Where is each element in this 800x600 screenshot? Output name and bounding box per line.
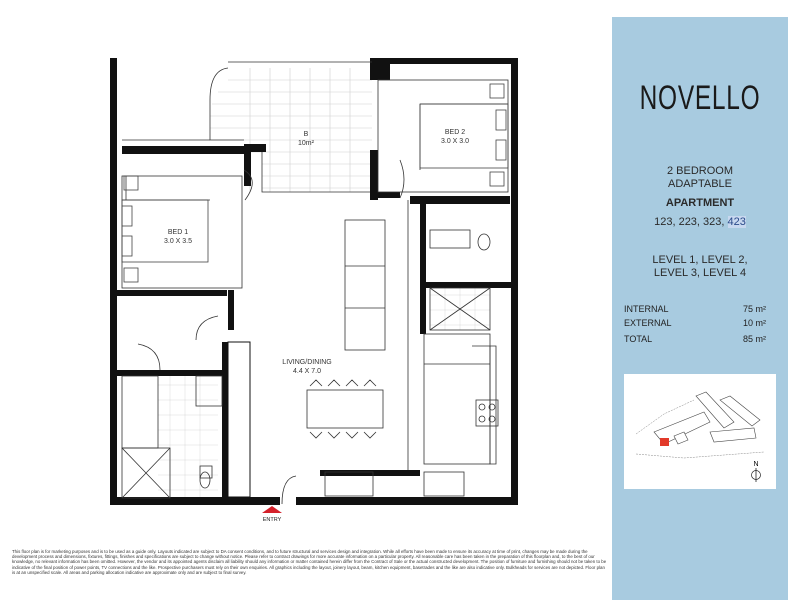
area-external: EXTERNAL 10 m² <box>624 318 766 328</box>
apt-type-1: 2 BEDROOM <box>666 165 733 177</box>
balcony-label: B <box>303 131 309 138</box>
living-label: LIVING/DINING <box>282 359 332 366</box>
brand-logo: NOVELLO <box>639 79 761 117</box>
apt-title: APARTMENT <box>665 197 735 209</box>
entry-marker <box>262 506 282 523</box>
walls <box>110 58 518 505</box>
sidebar-panel <box>612 17 788 600</box>
key-plan-drawing <box>624 374 776 489</box>
unit-highlight-marker <box>660 438 669 446</box>
entry-label: ENTRY <box>262 517 282 523</box>
area-total: TOTAL 85 m² <box>624 334 766 344</box>
disclaimer-text: This floor plan is for marketing purposes and is to be used as a guide only. Layouts indicated are subject to DA consent conditions, and to future structural and services design and integration. While all efforts have been made to ensure its accuracy at time of print, changes may be made during the development process and dimensions, fixtures, fittings, finishes and specifications are subject to change without notice. Please refer to contract drawings for more accurate information on a particular property. All reasonable care has been taken in the preparation of this floorplan and, to the best of our knowledge, no relevant information has been omitted. However, the vendor and its appointed agents disclaim all liability should any information or matter contained herein differ from the Contract of Sale or the actual constructed development. The position of furniture and furnishing should not be taken to be indicative of the final position of power points, TV connections and the like. Prospective purchasers must rely on their own enquiries. All graphics including the layout, joinery layout, beam, kitchen equipment, basetrades and the like are also indicative only. Bulkheads for services are not depicted. Floor plan is at an unspecified scale. All areas and parking allocation indicative are approximate only and are subject to final survey. <box>12 549 607 575</box>
levels-1: LEVEL 1, LEVEL 2, <box>652 254 748 266</box>
north-label: N <box>753 461 759 468</box>
apt-type-2: ADAPTABLE <box>668 178 732 190</box>
balcony-tiles <box>210 68 372 192</box>
bed1-size: 3.0 X 3.5 <box>163 238 193 245</box>
levels-2: LEVEL 3, LEVEL 4 <box>653 267 747 279</box>
bed1-label: BED 1 <box>167 229 189 236</box>
unit-list: 123, 223, 323, <box>654 216 725 228</box>
area-internal: INTERNAL 75 m² <box>624 304 766 314</box>
unit-highlight: 423 <box>727 216 746 228</box>
bathroom-tiles <box>158 288 490 500</box>
bed-1 <box>122 176 208 282</box>
unit-numbers <box>612 216 788 228</box>
key-plan <box>624 374 776 489</box>
living-size: 4.4 X 7.0 <box>292 368 322 375</box>
bed2-size: 3.0 X 3.0 <box>440 138 470 145</box>
bed2-label: BED 2 <box>444 129 466 136</box>
balcony-size: 10m² <box>298 140 314 147</box>
